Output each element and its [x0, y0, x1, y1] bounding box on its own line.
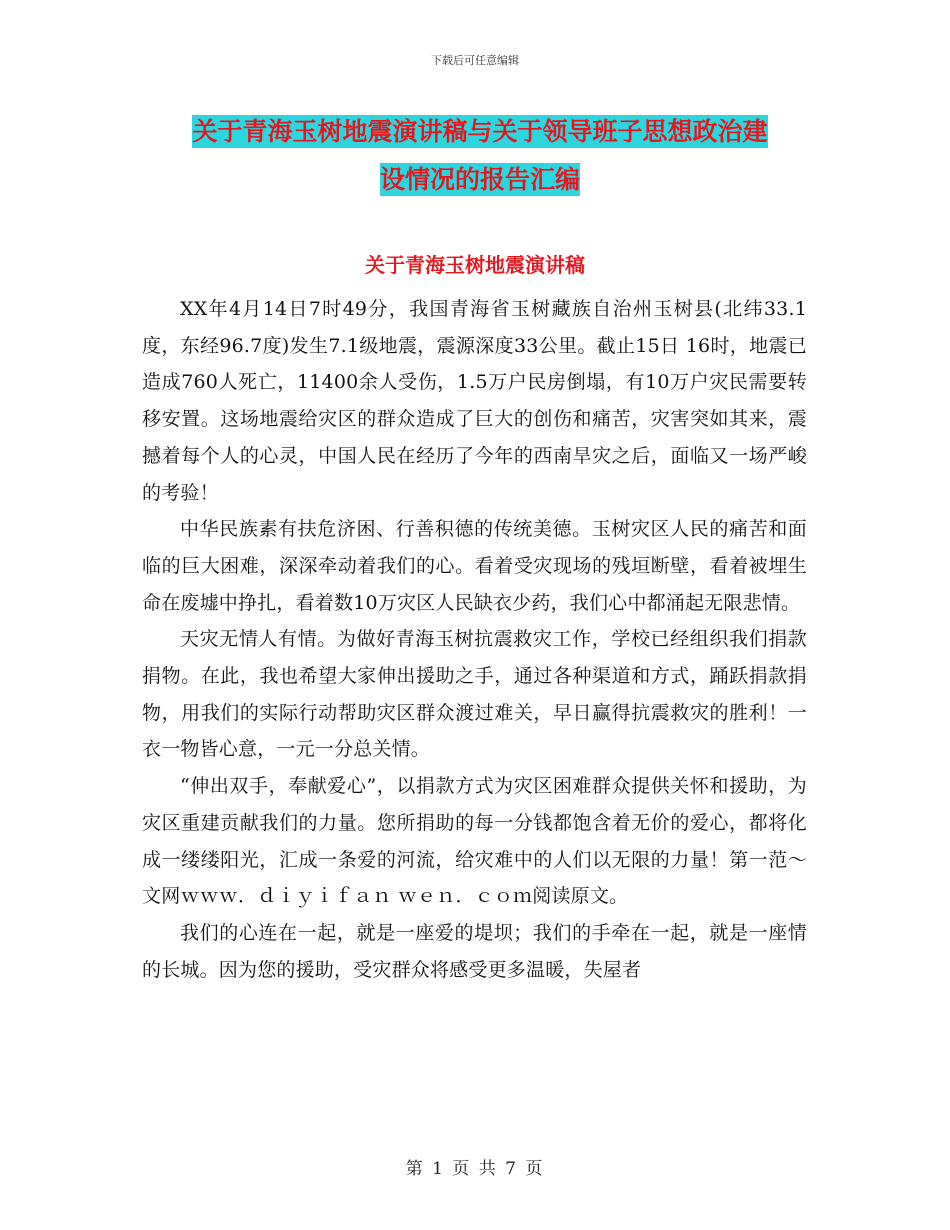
document-title	[150, 108, 810, 204]
header-note: 下载后可任意编辑	[431, 54, 519, 67]
paragraph: “伸出双手，奉献爱心”，以捐款方式为灾区困难群众提供关怀和援助，为灾区重建贡献我们的力量。您所捐助的每一分钱都饱含着无价的爱心，都将化成一缕缕阳光，汇成一条爱的河流，给灾难中的人们以无限的力量！第一范～文网ｗｗｗ．ｄｉｙｉｆａｎ ｗｅｎ．ｃｏｍ阅读原文。	[142, 775, 807, 908]
paragraph: 中华民族素有扶危济困、行善积德的传统美德。玉树灾区人民的痛苦和面临的巨大困难，深深牵动着我们的心。看着受灾现场的残垣断壁，看着被埋生命在废墟中挣扎，看着数10万灾区人民缺衣少药，我们心中都涌起无限悲情。	[142, 518, 807, 614]
paragraph: 我们的心连在一起，就是一座爱的堤坝；我们的手牵在一起，就是一座情的长城。因为您的援助，受灾群众将感受更多温暖，失屋者	[142, 921, 807, 981]
document-body	[142, 291, 807, 988]
section-title: 关于青海玉树地震演讲稿	[365, 253, 585, 277]
paragraph: 天灾无情人有情。为做好青海玉树抗震救灾工作，学校已经组织我们捐款捐物。在此，我也希望大家伸出援助之手，通过各种渠道和方式，踊跃捐款捐物，用我们的实际行动帮助灾区群众渡过难关，早日赢得抗震救灾的胜利！一衣一物皆心意，一元一分总关情。	[142, 628, 807, 761]
document-title-line-2: 设情况的报告汇编	[379, 165, 580, 194]
paragraph: XX年4月14日7时49分，我国青海省玉树藏族自治州玉树县(北纬33.1度，东经96.7度)发生7.1级地震，震源深度33公里。截止15日 16时，地震已造成760人死亡，11400余人受伤，1.5万户民房倒塌，有10万户灾民需要转移安置。这场地震给灾区的群众造成了巨大的创伤和痛苦，灾害突如其来，震撼着每个人的心灵，中国人民在经历了今年的西南旱灾之后，面临又一场严峻的考验！	[142, 298, 807, 504]
page-number: 第 1 页 共 7 页	[405, 1159, 545, 1179]
document-title-line-1: 关于青海玉树地震演讲稿与关于领导班子思想政治建	[192, 117, 768, 146]
